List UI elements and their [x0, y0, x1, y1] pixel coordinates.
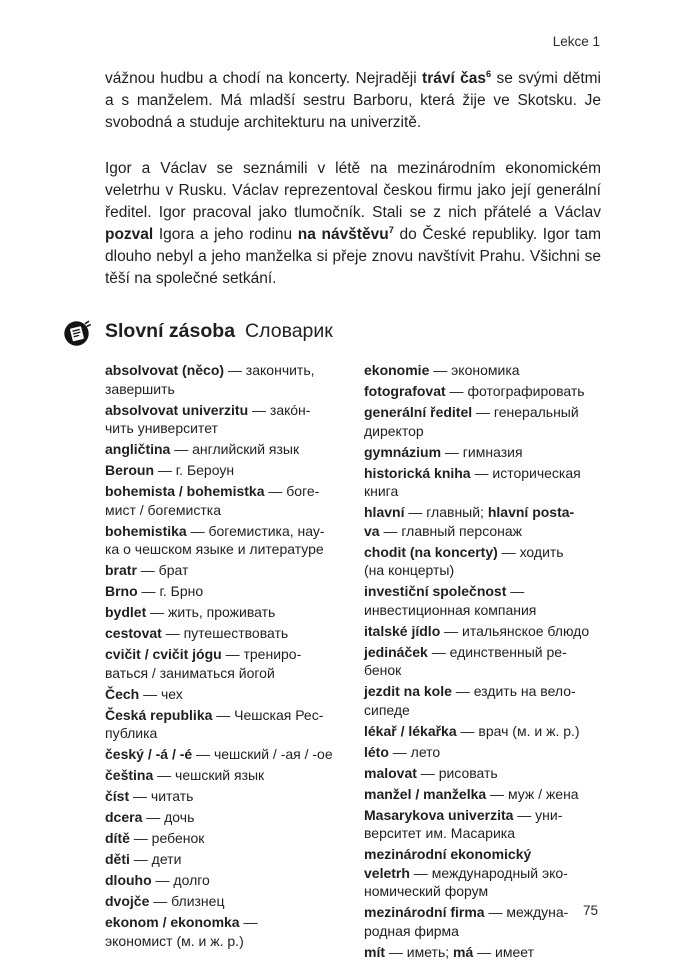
- vocab-entry: malovat — рисовать: [364, 764, 498, 781]
- intro-paragraph: Igor a Václav se seznámili v létě na mezinárodním ekonomickém veletrhu v Rusku. Václav reprezentoval českou firmu jako její generální ředitel. Igor pracoval jako tlumočník. Stali se z nich přátelé a Václav pozval Igora a jeho rodinu na návštěvu$^7$ do České republiky. Igor tam dlouho nebyl a jeho manželka si přeje znovu navštívit Prahu. Všichni se těší na společné setkání.: [105, 160, 601, 287]
- vocab-entry: lékař / lékařka — врач (м. и ж. р.): [364, 722, 580, 739]
- section-title-czech: Slovní zásoba: [105, 320, 236, 342]
- page-number: 75: [582, 903, 598, 918]
- vocab-entry: mít — иметь; má — имеет: [364, 943, 535, 960]
- vocab-entry: český / -á / -é — чешский / -ая / -ое: [105, 746, 333, 762]
- running-header-lesson: Lekce 1: [552, 34, 600, 49]
- vocabulary-list: [105, 361, 601, 964]
- vocab-entry: jezdit na kole — ездить на вело- сипеде: [364, 683, 576, 718]
- vocab-entry: gymnázium — гимназия: [364, 443, 523, 460]
- vocab-entry: Brno — г. Брно: [105, 583, 204, 599]
- vocab-column-left: [105, 361, 342, 964]
- vocab-entry: chodit (na koncerty) — ходить (на концерты): [364, 543, 564, 578]
- vocab-entry: bohemistika — богемистика, нау- ка о чешском языке и литературе: [105, 522, 325, 557]
- page-content: [105, 68, 601, 964]
- vocab-entry: dlouho — долго: [105, 872, 210, 888]
- vocab-entry: manžel / manželka — муж / жена: [364, 785, 579, 802]
- vocab-entry: bratr — брат: [105, 562, 189, 578]
- vocabulary-section-heading: [105, 320, 601, 343]
- vocab-entry: dvojče — близнец: [105, 893, 225, 909]
- intro-paragraphs: [105, 68, 601, 290]
- vocab-entry: bohemista / bohemistka — боге- мист / богемистка: [105, 483, 320, 518]
- vocab-entry: generální ředitel — генеральный директор: [364, 404, 579, 439]
- vocab-entry: italské jídlo — итальянское блюдо: [364, 622, 590, 639]
- vocab-entry: cestovat — путешествовать: [105, 625, 289, 641]
- vocab-entry: čeština — чешский язык: [105, 767, 265, 783]
- vocab-entry: ekonomie — экономика: [364, 362, 520, 378]
- vocab-entry: mezinárodní firma — междуна- родная фирма: [364, 904, 569, 939]
- vocab-entry: jedináček — единственный ре- бенок: [364, 643, 567, 678]
- vocab-entry: cvičit / cvičit jógu — трениро- ваться / заниматься йогой: [105, 646, 302, 681]
- intro-paragraph: vážnou hudbu a chodí na koncerty. Nejraději tráví čas$^6$ se svými dětmi a s manželem. Má mladší sestru Barboru, která žije ve Skotsku. Je svobodná a studuje architekturu na univerzitě.: [105, 68, 601, 131]
- vocab-entry: historická kniha — историческая книга: [364, 464, 581, 499]
- vocab-entry: dcera — дочь: [105, 809, 195, 825]
- vocab-entry: Masarykova univerzita — уни- верситет им. Масарика: [364, 806, 563, 841]
- note-pencil-icon: [63, 319, 91, 347]
- vocab-entry: hlavní — главный; hlavní posta- va — главный персонаж: [364, 504, 575, 539]
- vocab-entry: investiční společnost — инвестиционная компания: [364, 583, 537, 618]
- vocab-entry: absolvovat (něco) — закончить, завершить: [105, 362, 315, 397]
- vocab-entry: léto — лето: [364, 743, 441, 760]
- vocab-entry: mezinárodní ekonomický veletrh — международный эко- номический форум: [364, 846, 568, 899]
- vocab-column-right: [364, 361, 601, 964]
- vocab-entry: dítě — ребенок: [105, 830, 205, 846]
- vocab-entry: ekonom / ekonomka — экономист (м. и ж. р.): [105, 914, 258, 949]
- vocab-entry: absolvovat univerzitu — закóн- чить университет: [105, 401, 311, 436]
- section-title-russian: Словарик: [245, 320, 333, 342]
- vocab-entry: angličtina — английский язык: [105, 441, 300, 457]
- vocab-entry: Beroun — г. Бероун: [105, 462, 235, 478]
- vocab-entry: děti — дети: [105, 851, 182, 867]
- vocab-entry: číst — читать: [105, 788, 194, 804]
- vocab-entry: fotografovat — фотографировать: [364, 383, 585, 399]
- vocab-entry: Čech — чех: [105, 685, 183, 702]
- vocab-entry: bydlet — жить, проживать: [105, 604, 276, 620]
- vocab-entry: Česká republika — Чешская Рес- публика: [105, 706, 324, 741]
